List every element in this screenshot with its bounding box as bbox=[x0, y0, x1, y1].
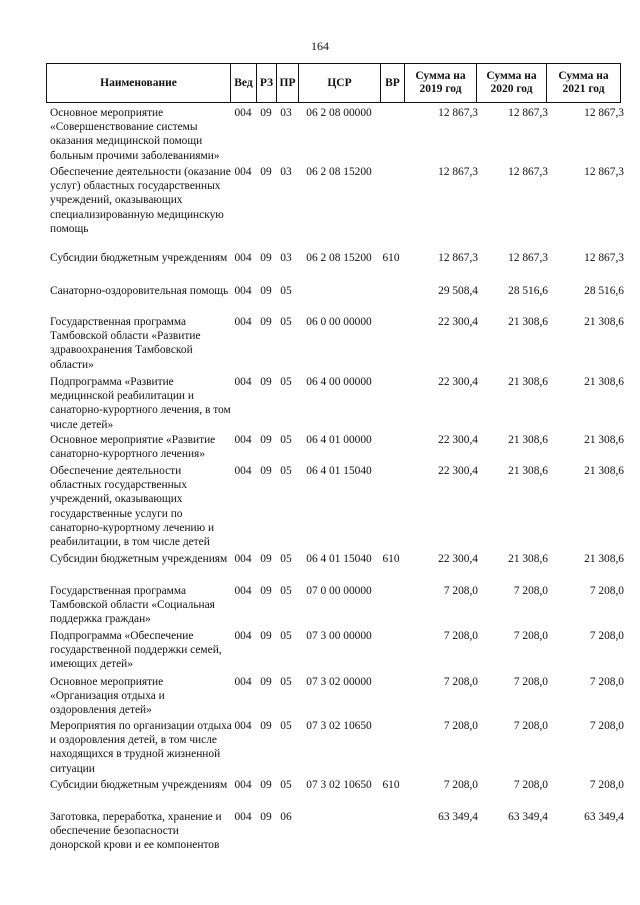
row-csr: 07 0 00 00000 bbox=[306, 585, 372, 597]
row-name: Основное мероприятие «Организация отдыха и оздоровления детей» bbox=[50, 676, 165, 717]
row-pr: 03 bbox=[280, 107, 292, 119]
row-sum-2019: 22 300,4 bbox=[438, 553, 478, 565]
row-pr: 05 bbox=[280, 553, 292, 565]
row-ved: 004 bbox=[234, 285, 252, 297]
row-rz: 09 bbox=[260, 376, 272, 388]
header-sum-2020: Сумма на 2020 год bbox=[477, 64, 547, 102]
row-ved: 004 bbox=[234, 720, 252, 732]
row-sum-2019: 22 300,4 bbox=[438, 434, 478, 446]
row-name: Обеспечение деятельности областных государственных учреждений, оказывающих государственные услуги по санаторно-курортному лечению и реабилитации, в том числе детей bbox=[50, 465, 215, 549]
row-sum-2021: 7 208,0 bbox=[589, 779, 624, 791]
row-ved: 004 bbox=[234, 676, 252, 688]
row-sum-2021: 21 308,6 bbox=[584, 553, 624, 565]
row-rz: 09 bbox=[260, 585, 272, 597]
row-sum-2019: 7 208,0 bbox=[443, 585, 478, 597]
row-sum-2021: 12 867,3 bbox=[584, 166, 624, 178]
row-pr: 05 bbox=[280, 376, 292, 388]
row-pr: 05 bbox=[280, 585, 292, 597]
row-csr: 06 2 08 00000 bbox=[306, 107, 372, 119]
row-sum-2020: 7 208,0 bbox=[513, 779, 548, 791]
row-sum-2021: 21 308,6 bbox=[584, 316, 624, 328]
row-rz: 09 bbox=[260, 465, 272, 477]
row-pr: 05 bbox=[280, 434, 292, 446]
header-rz: РЗ bbox=[257, 64, 277, 102]
header-pr: ПР bbox=[277, 64, 299, 102]
row-sum-2021: 12 867,3 bbox=[584, 107, 624, 119]
row-sum-2021: 12 867,3 bbox=[584, 252, 624, 264]
row-rz: 09 bbox=[260, 316, 272, 328]
row-rz: 09 bbox=[260, 630, 272, 642]
row-sum-2021: 21 308,6 bbox=[584, 376, 624, 388]
row-ved: 004 bbox=[234, 553, 252, 565]
row-sum-2020: 7 208,0 bbox=[513, 630, 548, 642]
row-sum-2020: 63 349,4 bbox=[508, 811, 548, 823]
header-sum-2019: Сумма на 2019 год bbox=[405, 64, 477, 102]
table-body bbox=[46, 103, 624, 903]
row-ved: 004 bbox=[234, 465, 252, 477]
row-rz: 09 bbox=[260, 285, 272, 297]
row-sum-2019: 22 300,4 bbox=[438, 465, 478, 477]
row-csr: 06 2 08 15200 bbox=[306, 166, 372, 178]
row-pr: 05 bbox=[280, 316, 292, 328]
row-sum-2021: 7 208,0 bbox=[589, 720, 624, 732]
row-rz: 09 bbox=[260, 107, 272, 119]
row-pr: 05 bbox=[280, 676, 292, 688]
row-name: Подпрограмма «Обеспечение государственной поддержки семей, имеющих детей» bbox=[50, 630, 222, 671]
row-csr: 06 4 01 00000 bbox=[306, 434, 372, 446]
row-csr: 07 3 02 10650 bbox=[306, 779, 372, 791]
row-rz: 09 bbox=[260, 779, 272, 791]
row-pr: 05 bbox=[280, 630, 292, 642]
row-sum-2021: 28 516,6 bbox=[584, 285, 624, 297]
page-number: 164 bbox=[311, 39, 329, 53]
row-csr: 06 2 08 15200 bbox=[306, 252, 372, 264]
row-sum-2020: 21 308,6 bbox=[508, 465, 548, 477]
row-sum-2021: 7 208,0 bbox=[589, 585, 624, 597]
row-csr: 06 4 00 00000 bbox=[306, 376, 372, 388]
row-name: Заготовка, переработка, хранение и обеспечение безопасности донорской крови и ее компонентов bbox=[50, 811, 222, 852]
row-sum-2020: 28 516,6 bbox=[508, 285, 548, 297]
row-sum-2020: 21 308,6 bbox=[508, 553, 548, 565]
row-pr: 05 bbox=[280, 465, 292, 477]
row-name: Основное мероприятие «Совершенствование системы оказания медицинской помощи больным прочими заболеваниями» bbox=[50, 107, 220, 162]
row-sum-2020: 7 208,0 bbox=[513, 720, 548, 732]
row-sum-2019: 7 208,0 bbox=[443, 779, 478, 791]
row-vr: 610 bbox=[382, 252, 400, 264]
row-sum-2020: 12 867,3 bbox=[508, 107, 548, 119]
table-header bbox=[46, 63, 621, 103]
row-sum-2020: 7 208,0 bbox=[513, 585, 548, 597]
row-sum-2021: 21 308,6 bbox=[584, 465, 624, 477]
row-sum-2020: 7 208,0 bbox=[513, 676, 548, 688]
row-name: Обеспечение деятельности (оказание услуг) областных государственных учреждений, оказывающих специализированную медицинскую помощь bbox=[50, 166, 231, 235]
row-rz: 09 bbox=[260, 720, 272, 732]
row-name: Санаторно-оздоровительная помощь bbox=[50, 285, 229, 297]
row-rz: 09 bbox=[260, 166, 272, 178]
row-sum-2019: 12 867,3 bbox=[438, 107, 478, 119]
row-sum-2020: 21 308,6 bbox=[508, 376, 548, 388]
row-csr: 07 3 00 00000 bbox=[306, 630, 372, 642]
row-vr: 610 bbox=[382, 779, 400, 791]
row-sum-2019: 7 208,0 bbox=[443, 676, 478, 688]
row-csr: 06 4 01 15040 bbox=[306, 553, 372, 565]
row-vr: 610 bbox=[382, 553, 400, 565]
row-ved: 004 bbox=[234, 630, 252, 642]
row-name: Субсидии бюджетным учреждениям bbox=[50, 779, 228, 791]
row-sum-2020: 12 867,3 bbox=[508, 252, 548, 264]
header-ved: Вед bbox=[231, 64, 257, 102]
row-csr: 06 0 00 00000 bbox=[306, 316, 372, 328]
row-sum-2019: 63 349,4 bbox=[438, 811, 478, 823]
row-sum-2019: 22 300,4 bbox=[438, 376, 478, 388]
row-rz: 09 bbox=[260, 252, 272, 264]
row-sum-2021: 63 349,4 bbox=[584, 811, 624, 823]
row-sum-2020: 12 867,3 bbox=[508, 166, 548, 178]
row-sum-2019: 22 300,4 bbox=[438, 316, 478, 328]
row-ved: 004 bbox=[234, 585, 252, 597]
row-sum-2021: 21 308,6 bbox=[584, 434, 624, 446]
row-ved: 004 bbox=[234, 376, 252, 388]
row-pr: 06 bbox=[280, 811, 292, 823]
row-rz: 09 bbox=[260, 811, 272, 823]
row-ved: 004 bbox=[234, 107, 252, 119]
row-name: Государственная программа Тамбовской области «Развитие здравоохранения Тамбовской области» bbox=[50, 316, 201, 371]
row-sum-2020: 21 308,6 bbox=[508, 434, 548, 446]
row-sum-2021: 7 208,0 bbox=[589, 676, 624, 688]
row-pr: 05 bbox=[280, 285, 292, 297]
header-vr: ВР bbox=[381, 64, 405, 102]
row-sum-2019: 12 867,3 bbox=[438, 252, 478, 264]
row-rz: 09 bbox=[260, 434, 272, 446]
row-ved: 004 bbox=[234, 252, 252, 264]
row-sum-2019: 12 867,3 bbox=[438, 166, 478, 178]
row-csr: 07 3 02 00000 bbox=[306, 676, 372, 688]
row-csr: 07 3 02 10650 bbox=[306, 720, 372, 732]
row-csr: 06 4 01 15040 bbox=[306, 465, 372, 477]
row-sum-2019: 29 508,4 bbox=[438, 285, 478, 297]
row-name: Мероприятия по организации отдыха и оздоровления детей, в том числе находящихся в трудной жизненной ситуации bbox=[50, 720, 232, 775]
row-sum-2020: 21 308,6 bbox=[508, 316, 548, 328]
row-rz: 09 bbox=[260, 553, 272, 565]
row-sum-2021: 7 208,0 bbox=[589, 630, 624, 642]
header-sum-2021: Сумма на 2021 год bbox=[558, 70, 609, 95]
row-name: Субсидии бюджетным учреждениям bbox=[50, 553, 228, 565]
row-ved: 004 bbox=[234, 166, 252, 178]
row-name: Субсидии бюджетным учреждениям bbox=[50, 252, 228, 264]
row-ved: 004 bbox=[234, 779, 252, 791]
row-name: Основное мероприятие «Развитие санаторно-курортного лечения» bbox=[50, 434, 216, 461]
row-rz: 09 bbox=[260, 676, 272, 688]
row-ved: 004 bbox=[234, 811, 252, 823]
header-csr: ЦСР bbox=[299, 64, 381, 102]
row-ved: 004 bbox=[234, 434, 252, 446]
row-pr: 05 bbox=[280, 720, 292, 732]
row-name: Государственная программа Тамбовской области «Социальная поддержка граждан» bbox=[50, 585, 215, 626]
row-pr: 03 bbox=[280, 166, 292, 178]
header-name: Наименование bbox=[47, 64, 231, 102]
row-ved: 004 bbox=[234, 316, 252, 328]
row-name: Подпрограмма «Развитие медицинской реабилитации и санаторно-курортного лечения, в том числе детей» bbox=[50, 376, 231, 431]
row-sum-2019: 7 208,0 bbox=[443, 630, 478, 642]
row-pr: 05 bbox=[280, 779, 292, 791]
row-pr: 03 bbox=[280, 252, 292, 264]
row-sum-2019: 7 208,0 bbox=[443, 720, 478, 732]
